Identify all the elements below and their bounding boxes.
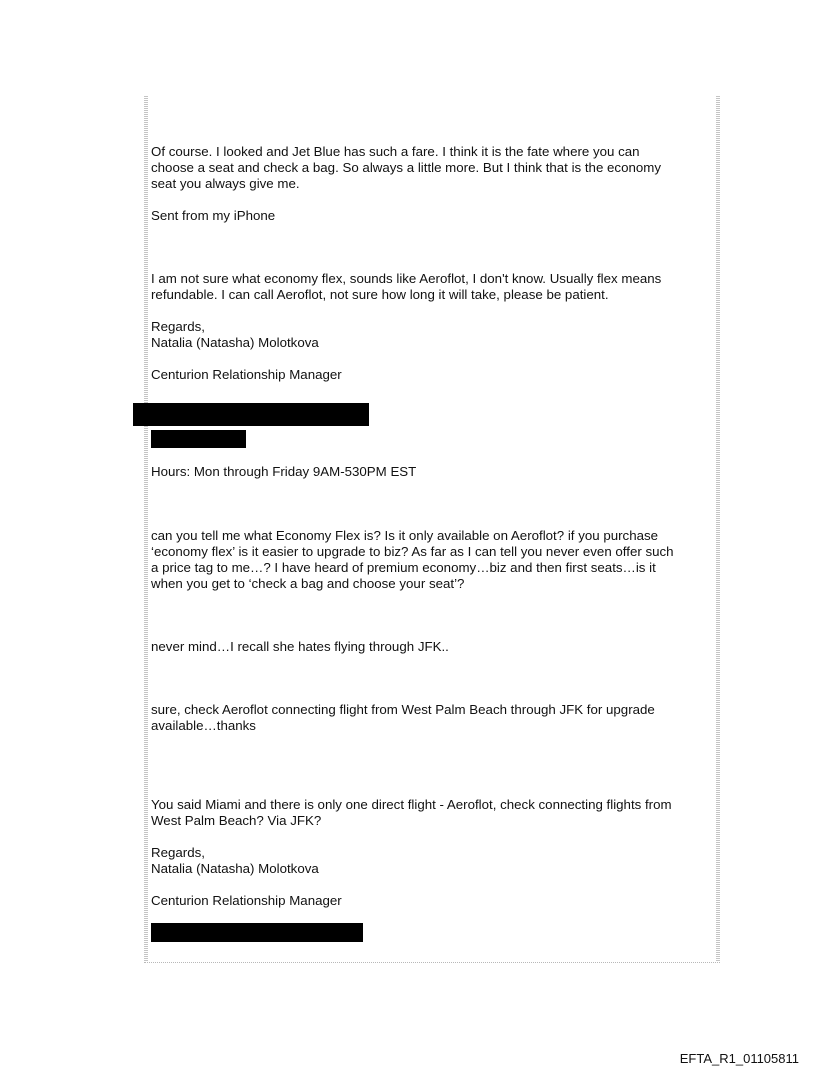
left-border-rail bbox=[144, 96, 148, 962]
reply-2-sender-name: Natalia (Natasha) Molotkova bbox=[151, 335, 319, 350]
redaction-bar-email bbox=[133, 403, 369, 426]
reply-1-line-3: seat you always give me. bbox=[151, 176, 300, 191]
message-3-line-2: ‘economy flex’ is it easier to upgrade to biz? As far as I can tell you never even offer such bbox=[151, 544, 674, 559]
redaction-bar-phone bbox=[151, 430, 246, 448]
message-3-line-4: when you get to ‘check a bag and choose your seat’? bbox=[151, 576, 465, 591]
message-5-line-1: sure, check Aeroflot connecting flight from West Palm Beach through JFK for upgrade bbox=[151, 702, 655, 717]
message-3-line-3: a price tag to me…? I have heard of premium economy…biz and then first seats…is it bbox=[151, 560, 656, 575]
reply-2-line-2: refundable. I can call Aeroflot, not sure how long it will take, please be patient. bbox=[151, 287, 609, 302]
message-6-line-2: West Palm Beach? Via JFK? bbox=[151, 813, 322, 828]
reply-1-line-2: choose a seat and check a bag. So always a little more. But I think that is the economy bbox=[151, 160, 661, 175]
message-6-line-1: You said Miami and there is only one direct flight - Aeroflot, check connecting flights from bbox=[151, 797, 672, 812]
message-6-sender-title: Centurion Relationship Manager bbox=[151, 893, 342, 908]
message-5-line-2: available…thanks bbox=[151, 718, 256, 733]
reply-1-line-1: Of course. I looked and Jet Blue has such a fare. I think it is the fate where you can bbox=[151, 144, 640, 159]
right-border-rail bbox=[716, 96, 720, 962]
reply-2-regards: Regards, bbox=[151, 319, 205, 334]
message-6-regards: Regards, bbox=[151, 845, 205, 860]
reply-1-signoff: Sent from my iPhone bbox=[151, 208, 276, 223]
reply-2-line-1: I am not sure what economy flex, sounds like Aeroflot, I don't know. Usually flex means bbox=[151, 271, 662, 286]
redaction-bar-contact bbox=[151, 923, 363, 942]
document-id: EFTA_R1_01105811 bbox=[679, 1051, 799, 1066]
reply-2-hours: Hours: Mon through Friday 9AM-530PM EST bbox=[151, 464, 417, 479]
reply-2-sender-title: Centurion Relationship Manager bbox=[151, 367, 342, 382]
message-3-line-1: can you tell me what Economy Flex is? Is it only available on Aeroflot? if you purchase bbox=[151, 528, 659, 543]
message-6-sender-name: Natalia (Natasha) Molotkova bbox=[151, 861, 319, 876]
message-4-line-1: never mind…I recall she hates flying through JFK.. bbox=[151, 639, 449, 654]
